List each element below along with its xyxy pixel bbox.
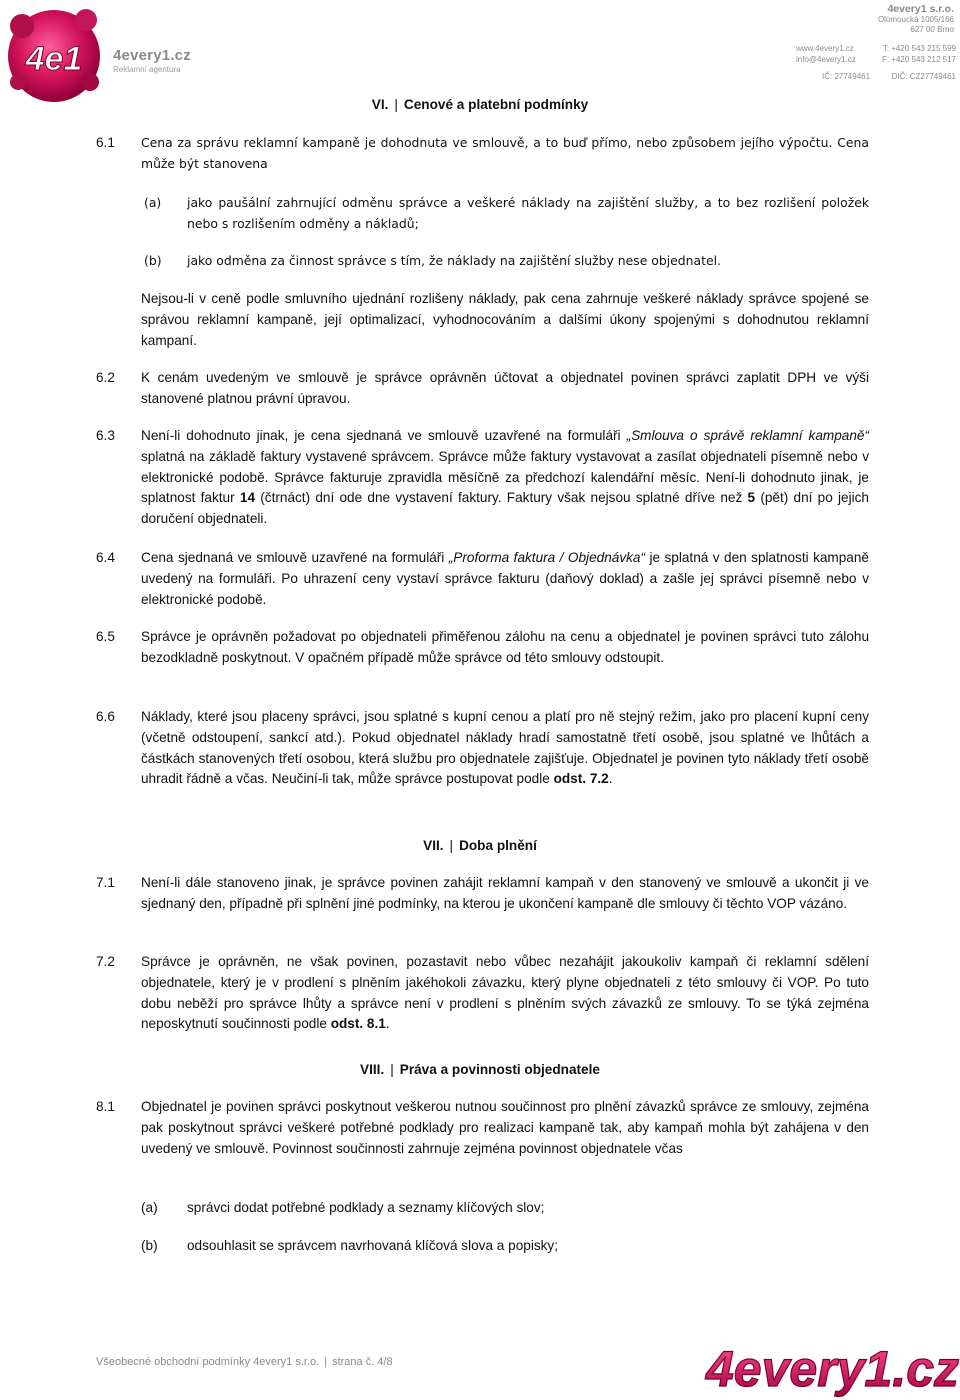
min-days: 5 <box>747 490 756 506</box>
footer-logo-text: 4every1.cz <box>706 1341 960 1397</box>
clause-number: 6.2 <box>96 370 115 385</box>
clause-number: 6.5 <box>96 629 115 644</box>
item-label: (a) <box>144 195 162 210</box>
company-ids <box>822 72 956 81</box>
clause-text: K cenám uvedeným ve smlouvě je správce oprávněn účtovat a objednatel povinen správci zaplatit DPH ve výši stanovené platnou právní úpravou. <box>141 370 869 406</box>
clause-text: Cena za správu reklamní kampaně je dohodnuta ve smlouvě, a to buď přímo, nebo způsobem jejího výpočtu. Cena může být stanovena <box>141 135 869 171</box>
item-label: (b) <box>141 1238 158 1253</box>
fax-number: F: +420 543 212 517 <box>881 54 956 64</box>
section-heading-vii: VII. | Doba plnění <box>423 838 537 853</box>
footer-doc-title: Všeobecné obchodní podmínky 4every1 s.r.o. <box>96 1356 320 1368</box>
brand-name: 4every1.cz <box>113 47 191 64</box>
address-line-2: 627 00 Brno <box>910 25 954 34</box>
section-title: Doba plnění <box>459 838 537 853</box>
clause-text: Není-li dále stanoveno jinak, je správce povinen zahájit reklamní kampaň v den stanovený ve smlouvě a ukončit ji ve sjednaný den, případně při splnění jiné podmínky, na kterou je ukončení kampaně dle smlouvy či těchto VOP vázáno. <box>141 875 869 911</box>
section-title: Práva a povinnosti objednatele <box>399 1062 600 1077</box>
item-text: správci dodat potřebné podklady a seznamy klíčových slov; <box>187 1200 545 1215</box>
company-name: 4every1 s.r.o. <box>887 3 954 15</box>
company-dic: DIČ: CZ27749461 <box>891 72 956 81</box>
section-roman: VIII. <box>360 1062 385 1077</box>
item-text: odsouhlasit se správcem navrhovaná klíčová slova a popisky; <box>187 1238 559 1253</box>
form-name: „Smlouva o správě reklamní kampaně“ <box>626 428 869 443</box>
cross-reference: odst. 8.1 <box>330 1016 386 1032</box>
web-link[interactable]: www.4every1.cz <box>796 44 854 53</box>
clause-number: 7.1 <box>96 875 115 890</box>
company-logo-mark <box>2 4 110 104</box>
email-link[interactable]: info@4every1.cz <box>796 54 856 64</box>
section-roman: VII. <box>423 838 444 853</box>
section-heading-viii: VIII. | Práva a povinnosti objednatele <box>360 1062 600 1077</box>
item-label: (b) <box>144 253 162 268</box>
section-title: Cenové a platební podmínky <box>403 97 589 112</box>
brand-block <box>113 47 191 74</box>
clause-paragraph: Nejsou-li v ceně podle smluvního ujednání rozlišeny náklady, pak cena zahrnuje veškeré náklady správce spojené se správou reklamní kampaně, její optimalizací, vyhodnocováním a dalšími úkony spojenými s dohodnutou reklamní kampaní. <box>141 291 869 348</box>
section-heading-vi: VI. | Cenové a platební podmínky <box>371 97 589 112</box>
item-label: (a) <box>141 1200 158 1215</box>
clause-number: 6.4 <box>96 550 115 565</box>
address-line-1: Olomoucká 1005/166 <box>877 14 954 24</box>
clause-text: Správce je oprávněn požadovat po objednateli přiměřenou zálohu na cenu a objednatel je povinen správci tuto zálohu bezodkladně poskytnout. V opačném případě může správce od této smlouvy odstoupit. <box>141 629 869 665</box>
phone-number: T: +420 543 215 599 <box>882 44 956 53</box>
clause-text: Náklady, které jsou placeny správci, jsou splatné s kupní cenou a platí pro ně stejný režim, jako pro placení kupní ceny (včetně odstoupení, sankcí atd.). Pokud objednatel náklady hradí samostatně třetí osobě, jsou splatné ve lhůtách a částkách stanovených třetí osobou, která službu pro objednatele zajišťuje. Objednatel je povinen tyto náklady třetí osobě uhradit řádně a včas. Neučiní-li tak, může správce postupovat podle odst. 7.2. <box>141 709 869 787</box>
cross-reference: odst. 7.2 <box>553 771 609 787</box>
footer-separator: | <box>324 1356 328 1368</box>
brand-tagline: Reklamní agentura <box>113 65 181 74</box>
clause-number: 6.6 <box>96 709 115 724</box>
clause-number: 8.1 <box>96 1099 115 1114</box>
item-text: jako paušální zahrnující odměnu správce a veškeré náklady na zajištění služby, a to bez rozlišení položek nebo s rozlišením odměny a nákladů; <box>187 195 869 231</box>
footer-logo <box>700 1332 960 1398</box>
form-name: „Proforma faktura / Objednávka“ <box>448 550 645 565</box>
due-days: 14 <box>239 490 256 506</box>
page-footer <box>96 1356 393 1368</box>
clause-number: 6.1 <box>96 135 115 150</box>
logo-mark-text: 4e1 <box>25 40 83 78</box>
section-roman: VI. <box>371 97 389 112</box>
clause-number: 6.3 <box>96 428 115 443</box>
company-address <box>799 4 954 36</box>
clause-number: 7.2 <box>96 954 115 969</box>
page-number: strana č. 4/8 <box>332 1356 393 1368</box>
clause-text: Správce je oprávněn, ne však povinen, pozastavit nebo vůbec nezahájit jakoukoliv kampaň či reklamní sdělení objednatele, který je v prodlení s plněním jakéhokoli závazku, který plyne objednateli z této smlouvy či VOP. Po tuto dobu neběží pro správce lhůty a správce není v prodlení s plněním svých závazků ze smlouvy. To se týká zejména neposkytnutí součinnosti podle odst. 8.1. <box>141 954 869 1032</box>
company-contacts <box>796 44 956 65</box>
clause-text: Není-li dohodnuto jinak, je cena sjednaná ve smlouvě uzavřené na formuláři „Smlouva o správě reklamní kampaně“ splatná na základě faktury vystavené správcem. Správce může faktury vystavovat a zasílat objednateli písemně nebo v elektronické podobě. Správce fakturuje zpravidla měsíčně za předchozí kalendářní měsíc. Není-li dohodnuto jinak, je splatnost faktur 14 (čtrnáct) dní ode dne vystavení faktury. Faktury však nejsou splatné dříve než 5 (pět) dní po jejich doručení objednateli. <box>141 428 869 527</box>
item-text: jako odměna za činnost správce s tím, že náklady na zajištění služby nese objednatel. <box>187 253 721 268</box>
company-ic: IČ: 27749461 <box>822 72 871 81</box>
clause-text: Objednatel je povinen správci poskytnout veškerou nutnou součinnost pro plnění závazků správce ze smlouvy, zejména pak poskytnout správci veškeré potřebné podklady pro realizaci kampaně tak, aby kampaň mohla být zahájena v den uvedený ve smlouvě. Povinnost součinnosti zahrnuje zejména povinnost objednatele včas <box>141 1099 869 1156</box>
clause-text: Cena sjednaná ve smlouvě uzavřené na formuláři „Proforma faktura / Objednávka“ je splatná v den splatnosti kampaně uvedený na formuláři. Po uhrazení ceny vystaví správce fakturu (daňový doklad) a zašle jej správci písemně nebo v elektronické podobě. <box>141 550 869 607</box>
